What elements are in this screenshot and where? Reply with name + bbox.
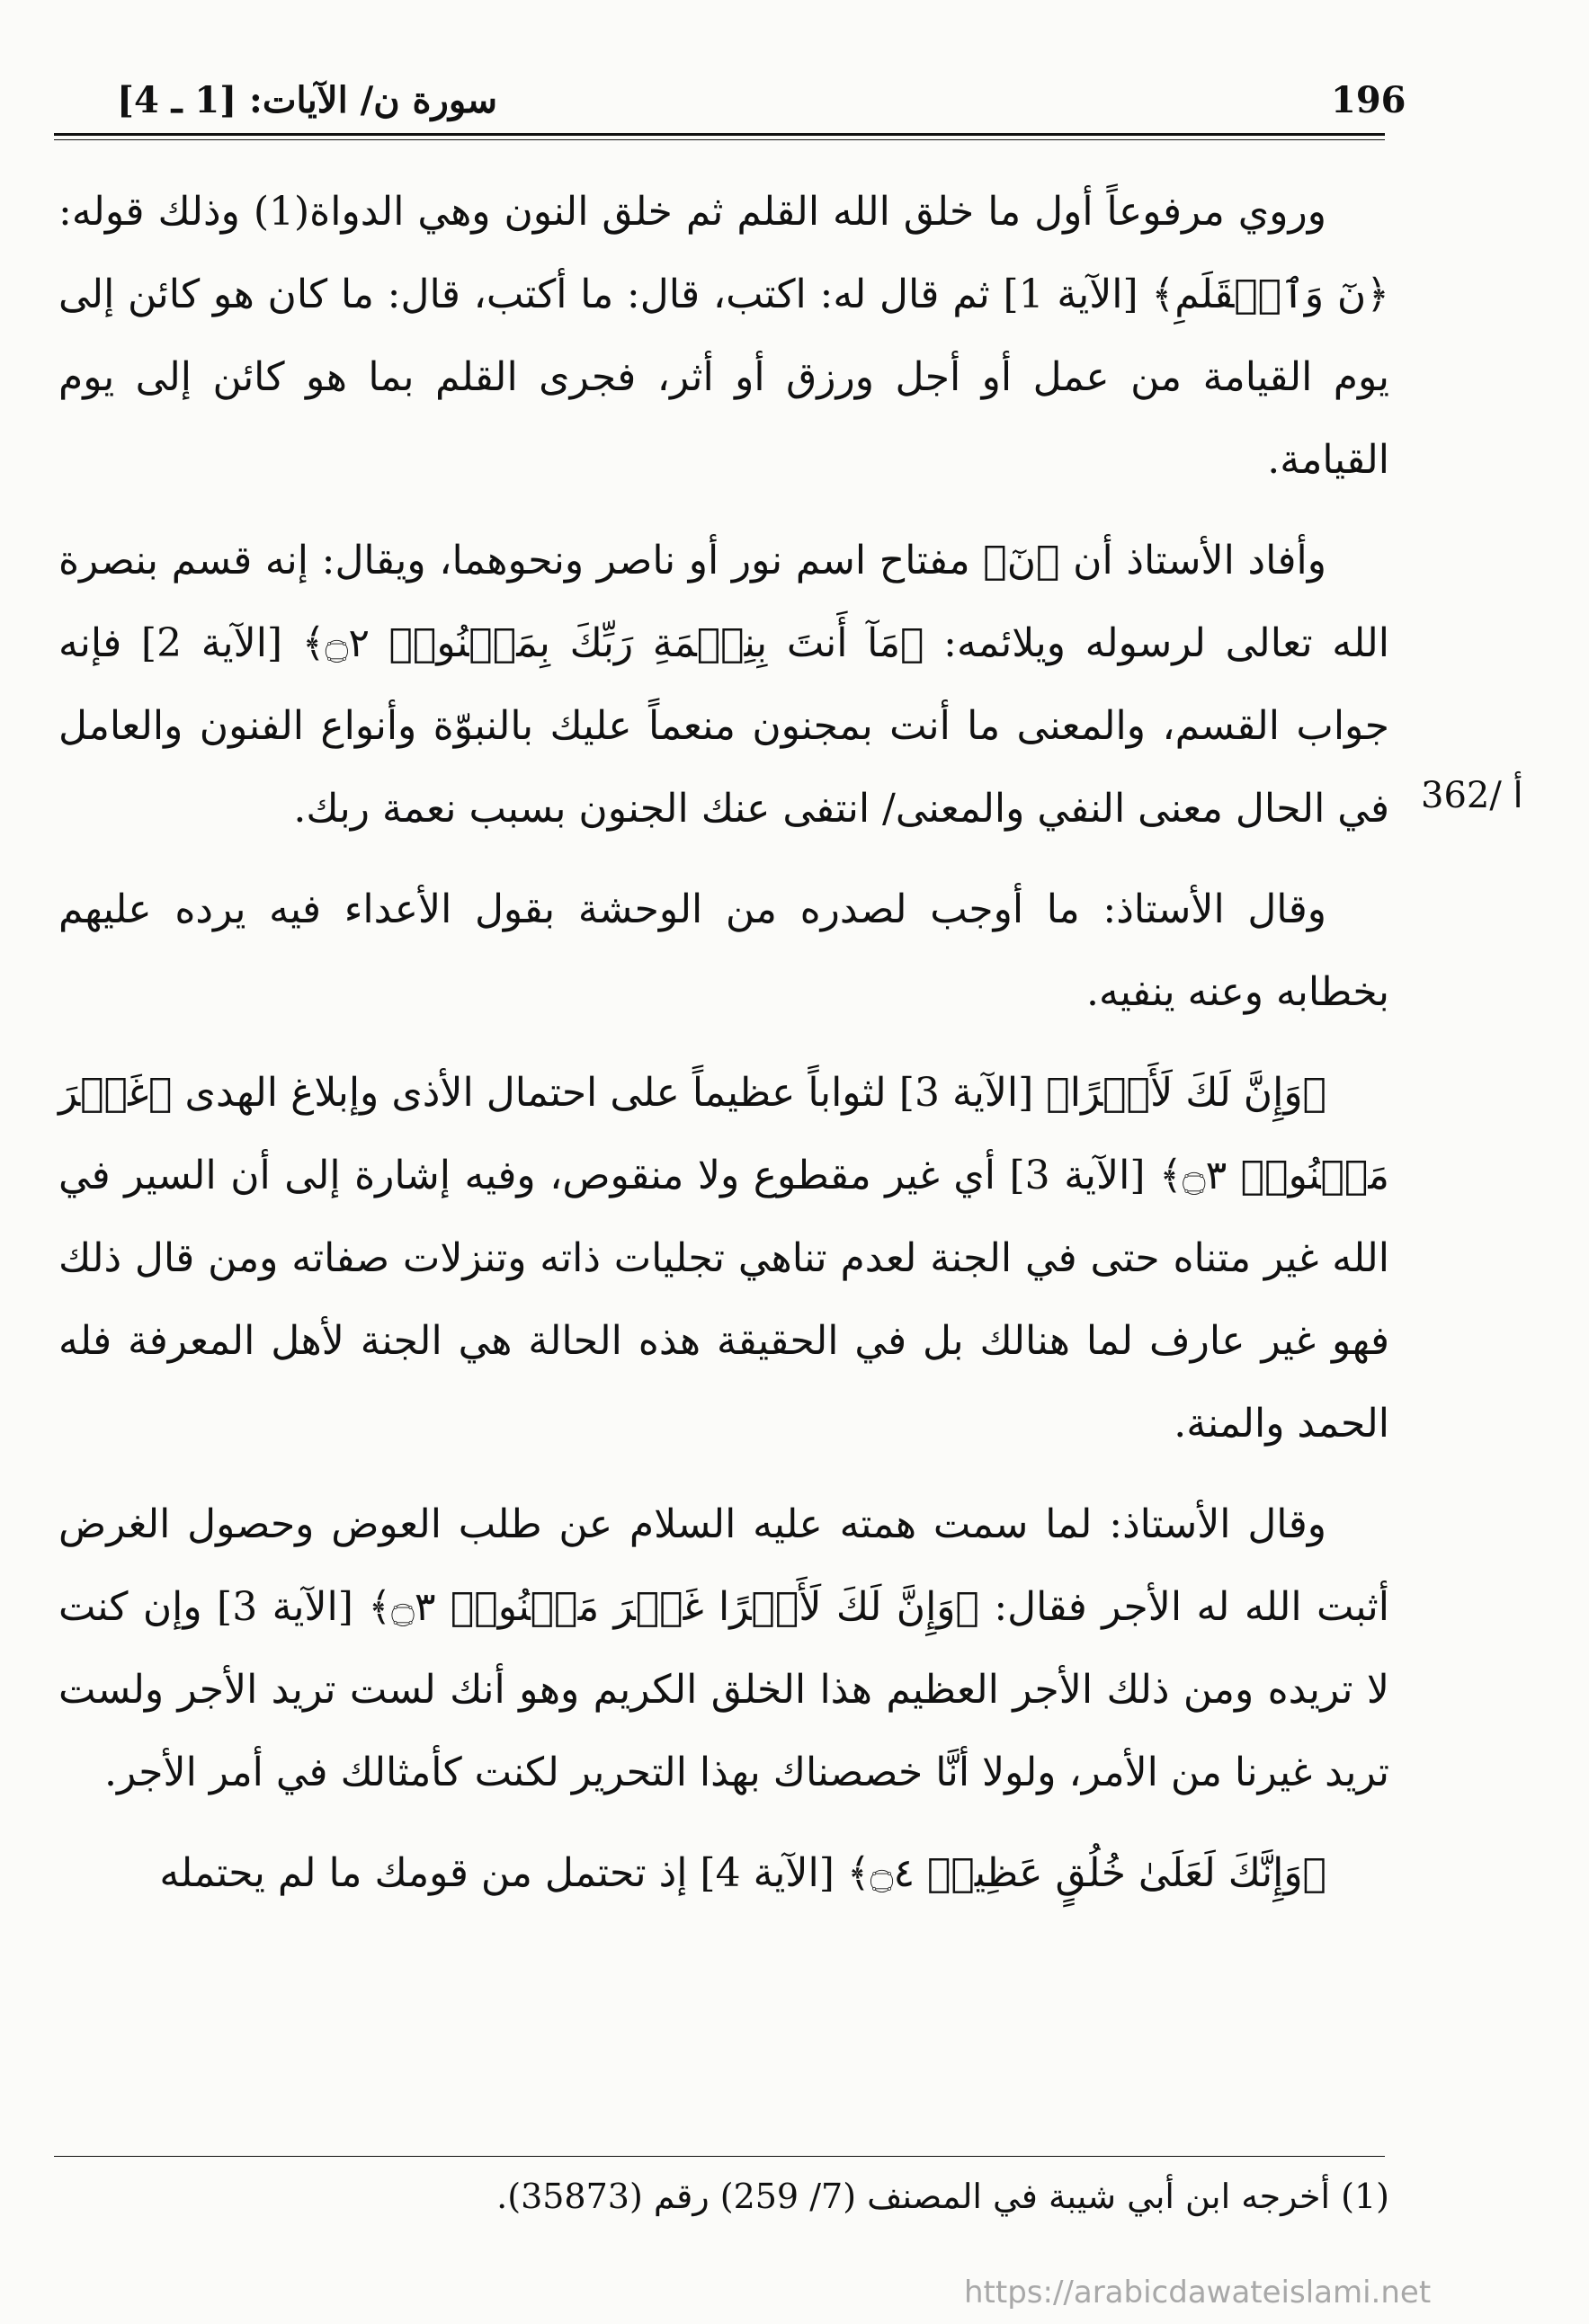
paragraph-6: ﴿وَإِنَّكَ لَعَلَىٰ خُلُقٍ عَظِيمٖ ۝٤﴾ [الآية 4] إذ تحتمل من قومك ما لم يحتمله	[159, 1850, 1326, 1896]
watermark-url: https://arabicdawateislami.net	[964, 2275, 1432, 2311]
surah-title: سورة ن/ الآيات: [1 ـ 4]	[117, 79, 498, 121]
manuscript-folio-note: 362/ أ	[1421, 775, 1523, 816]
page-header	[54, 79, 1406, 133]
paragraph-2: وأفاد الأستاذ أن ﴿نٓ﴾ مفتاح اسم نور أو ناصر ونحوهما، ويقال: إنه قسم بنصرة الله تعالى لرسوله ويلائمه: ﴿مَآ أَنتَ بِنِعۡمَةِ رَبِّكَ بِمَجۡنُونٖ ۝٢﴾ [الآية 2] فإنه جواب القسم، والمعنى ما أنت بمجنون منعماً عليك بالنبوّة وأنواع الفنون والعامل في الحال معنى النفي والمعنى/ انتفى عنك الجنون بسبب نعمة ربك.	[58, 538, 1390, 832]
paragraph-1: وروي مرفوعاً أول ما خلق الله القلم ثم خلق النون وهي الدواة(1) وذلك قوله: ﴿نٓ وَٱلۡقَلَمِ﴾ [الآية 1] ثم قال له: اكتب، قال: ما أكتب، قال: ما كان هو كائن إلى يوم القيامة من عمل أو أجل ورزق أو أثر، فجرى القلم بما هو كائن إلى يوم القيامة.	[58, 189, 1389, 483]
header-rule	[54, 133, 1385, 136]
paragraph-3: وقال الأستاذ: ما أوجب لصدره من الوحشة بقول الأعداء فيه يرده عليهم بخطابه وعنه ينفيه.	[58, 886, 1389, 1015]
page-number: 196	[1331, 79, 1406, 121]
header-rule-thin	[54, 139, 1385, 140]
page-body	[58, 171, 1389, 1933]
footnote-rule	[54, 2156, 1385, 2157]
footnote: (1) أخرجه ابن أبي شيبة في المصنف (7/ 259) رقم (35873).	[496, 2177, 1389, 2216]
paragraph-5: وقال الأستاذ: لما سمت همته عليه السلام عن طلب العوض وحصول الغرض أثبت الله له الأجر فقال: ﴿وَإِنَّ لَكَ لَأَجۡرًا غَيۡرَ مَمۡنُونٖ ۝٣﴾ [الآية 3] وإن كنت لا تريده ومن ذلك الأجر العظيم هذا الخلق الكريم وهو أنك لست تريد الأجر ولست تريد غيرنا من الأمر، ولولا أنَّا خصصناك بهذا التحرير لكنت كأمثالك في أمر الأجر.	[58, 1501, 1389, 1795]
paragraph-4: ﴿وَإِنَّ لَكَ لَأَجۡرًا﴾ [الآية 3] لثواباً عظيماً على احتمال الأذى وإبلاغ الهدى ﴿غَيۡرَ مَمۡنُونٖ ۝٣﴾ [الآية 3] أي غير مقطوع ولا منقوص، وفيه إشارة إلى أن السير في الله غير متناه حتى في الجنة لعدم تناهي تجليات ذاته وتنزلات صفاته ومن قال ذلك فهو غير عارف لما هنالك بل في الحقيقة هذه الحالة هي الجنة لأهل المعرفة فله الحمد والمنة.	[58, 1070, 1389, 1447]
